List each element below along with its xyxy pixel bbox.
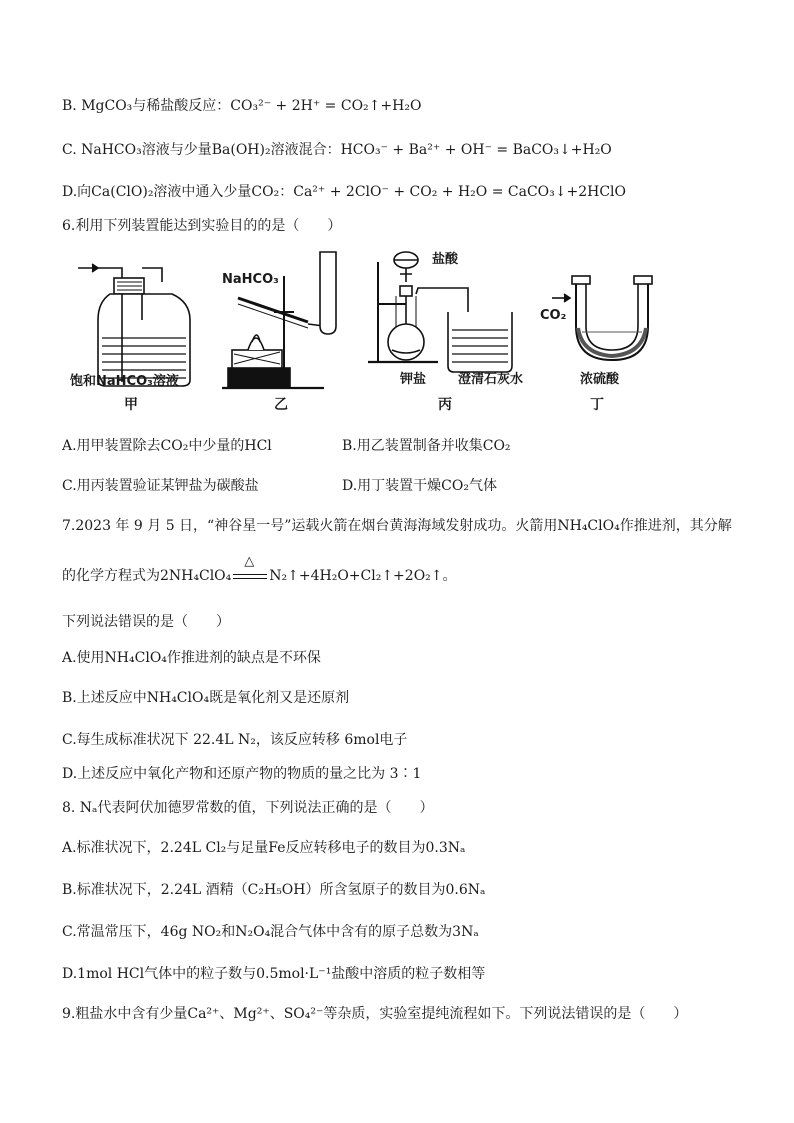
q7-option-b: B.上述反应中NH₄ClO₄既是氧化剂又是还原剂: [62, 690, 350, 706]
q7-option-c: C.每生成标准状况下 22.4L N₂，该反应转移 6mol电子: [62, 732, 408, 748]
bing-caption: 丙: [438, 397, 452, 413]
q6-apparatus-figure: [62, 242, 722, 422]
apparatus-ding: [552, 276, 652, 360]
q8-option-a: A.标准状况下，2.24L Cl₂与足量Fe反应转移电子的数目为0.3Nₐ: [62, 840, 466, 856]
q8-option-d: D.1mol HCl气体中的粒子数与0.5mol·L⁻¹盐酸中溶质的粒子数相等: [62, 966, 486, 982]
bing-label-limewater: 澄清石灰水: [458, 372, 524, 387]
bing-label-hcl: 盐酸: [432, 252, 459, 267]
bing-label-salt: 钾盐: [400, 372, 427, 387]
q9-stem: 9.粗盐水中含有少量Ca²⁺、Mg²⁺、SO₄²⁻等杂质，实验室提纯流程如下。下列说法错误的是（ ）: [62, 1006, 688, 1022]
q7-equation-reactants: 的化学方程式为2NH₄ClO₄: [62, 568, 232, 584]
q6-option-c: C.用丙装置验证某钾盐为碳酸盐: [62, 478, 259, 494]
apparatus-bing: [368, 252, 512, 372]
jia-label: 饱和NaHCO₃溶液: [70, 374, 179, 389]
q6-stem: 6.利用下列装置能达到实验目的的是（ ）: [62, 218, 342, 234]
apparatus-drawing: [62, 242, 722, 422]
q8-option-c: C.常温常压下，46g NO₂和N₂O₄混合气体中含有的原子总数为3Nₐ: [62, 924, 479, 940]
q8-option-b: B.标准状况下，2.24L 酒精（C₂H₅OH）所含氢原子的数目为0.6Nₐ: [62, 882, 486, 898]
q6-option-d: D.用丁装置干燥CO₂气体: [342, 478, 497, 494]
yi-label: NaHCO₃: [222, 272, 279, 287]
ding-label-co2: CO₂: [540, 308, 567, 323]
q6-options-row-1: [62, 436, 702, 456]
q5-option-d: D.向Ca(ClO)₂溶液中通入少量CO₂：Ca²⁺ + 2ClO⁻ + CO₂ + H₂O = CaCO₃↓+2HClO: [62, 184, 626, 200]
q6-option-a: A.用甲装置除去CO₂中少量的HCl: [62, 438, 272, 454]
q7-question: 下列说法错误的是（ ）: [62, 614, 230, 630]
ding-caption: 丁: [590, 397, 604, 413]
q7-stem-line-1: 7.2023 年 9 月 5 日，“神谷星一号”运载火箭在烟台黄海海域发射成功。火箭用NH₄ClO₄作推进剂，其分解: [62, 518, 732, 534]
q5-option-b: B. MgCO₃与稀盐酸反应：CO₃²⁻ + 2H⁺ = CO₂↑+H₂O: [62, 98, 422, 114]
yi-caption: 乙: [274, 397, 288, 413]
q6-option-b: B.用乙装置制备并收集CO₂: [342, 438, 511, 454]
q6-options-row-2: [62, 476, 702, 496]
heat-delta-symbol: △: [244, 554, 255, 569]
q8-stem: 8. Nₐ代表阿伏加德罗常数的值，下列说法正确的是（ ）: [62, 800, 434, 816]
q7-option-a: A.使用NH₄ClO₄作推进剂的缺点是不环保: [62, 650, 321, 666]
apparatus-jia: [78, 264, 190, 386]
jia-caption: 甲: [124, 397, 138, 413]
ding-label-acid: 浓硫酸: [580, 372, 620, 387]
q7-option-d: D.上述反应中氧化产物和还原产物的物质的量之比为 3∶1: [62, 766, 422, 782]
q7-stem-line-2: [62, 554, 457, 586]
q7-equation-products: N₂↑+4H₂O+Cl₂↑+2O₂↑。: [269, 568, 457, 584]
q5-option-c: C. NaHCO₃溶液与少量Ba(OH)₂溶液混合：HCO₃⁻ + Ba²⁺ + OH⁻ = BaCO₃↓+H₂O: [62, 142, 612, 158]
heat-equals-sign: [231, 554, 269, 586]
